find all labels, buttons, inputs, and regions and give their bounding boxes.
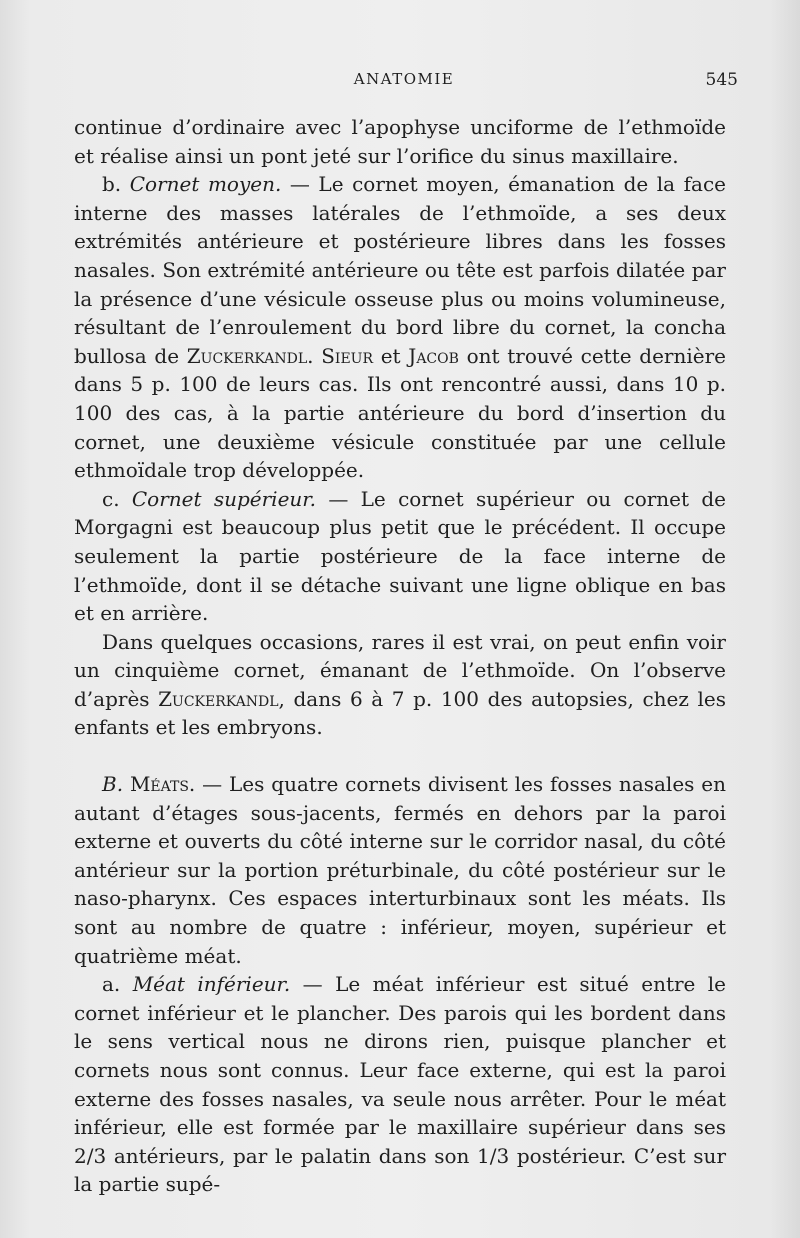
section-heading-meats: Méats — [129, 772, 189, 797]
running-title: ANATOMIE — [353, 70, 455, 88]
body-text — [74, 113, 726, 1199]
author-name: Zuckerkandl — [158, 686, 279, 711]
item-label: b. — [102, 172, 122, 197]
paragraph-text: — Le cornet supérieur ou cornet de Morgagni est beaucoup plus petit que le précédent. Il occupe seulement la partie postérieure de la face interne de l’ethmoïde, dont il se détache suivant une ligne oblique en bas et en arrière. — [74, 486, 727, 626]
paragraph-meats — [74, 770, 726, 970]
section-title-meat-inferieur: Méat inférieur. — [132, 972, 291, 997]
item-label: a. — [102, 972, 121, 997]
author-name: Jacob — [408, 343, 459, 368]
section-label: B. — [102, 772, 124, 797]
paragraph-text: Dans quelques occasions, rares il est vrai, on peut enfin voir un cinquième cornet, émanant de l’ethmoïde. On l’observe d’après — [74, 629, 726, 711]
item-label: c. — [102, 486, 120, 511]
author-name: Sieur — [321, 343, 374, 368]
paragraph-text: et — [373, 343, 409, 368]
paragraph-text: . — Les quatre cornets divisent les fosses nasales en autant d’étages sous-jacents, fermés en dehors par la paroi externe et ouverts du côté interne sur le corridor nasal, du côté antérieur sur la portion préturbinale, du côté postérieur sur le naso-pharynx. Ces espaces interturbinaux sont les méats. Ils sont au nombre de quatre : inférieur, moyen, supérieur et quatrième méat. — [74, 772, 727, 968]
paragraph-text: , dans 6 à 7 p. 100 des autopsies, chez les enfants et les embryons. — [74, 686, 726, 740]
paragraph-text: — Le méat inférieur est situé entre le cornet inférieur et le plancher. Des parois qui les bordent dans le sens vertical nous ne dirons rien, puisque plancher et cornets nous sont connus. Leur face externe, qui est la paroi externe des fosses nasales, va seule nous arrêter. Pour le méat inférieur, elle est formée par le maxillaire supérieur dans ses 2/3 antérieurs, par le palatin dans son 1/3 postérieur. C’est sur la partie supé- — [74, 972, 727, 1197]
section-title-cornet-moyen: Cornet moyen. — [129, 172, 282, 197]
paragraph-text: ont trouvé cette dernière dans 5 p. 100 de leurs cas. Ils ont rencontré aussi, dans 10 p. 100 des cas, à la partie antérieure du bord d’insertion du cornet, une deuxième vésicule constituée par une cellule ethmoïdale trop développée. — [74, 343, 726, 483]
page-header — [70, 70, 738, 96]
paragraph-continuation: continue d’ordinaire avec l’apophyse unciforme de l’ethmoïde et réalise ainsi un pont jeté sur l’orifice du sinus maxillaire. — [74, 115, 726, 168]
paragraph-text: . — [307, 343, 322, 368]
page-number: 545 — [705, 70, 738, 90]
section-title-cornet-superieur: Cornet supérieur. — [131, 486, 317, 511]
paragraph-cinquieme-cornet — [74, 628, 726, 742]
paragraph-text: — Le cornet moyen, émanation de la face interne des masses latérales de l’ethmoïde, a ses deux extrémités antérieure et postérieure libres dans les fosses nasales. Son extrémité antérieure ou tête est parfois dilatée par la présence d’une vésicule osseuse plus ou moins volumineuse, résultant de l’enroulement du bord libre du cornet, la concha bullosa de — [74, 172, 726, 368]
paragraph-meat-inferieur — [74, 970, 726, 1199]
paragraph-cornet-moyen — [74, 170, 726, 485]
author-name: Zuckerkandl — [186, 343, 308, 368]
paragraph-cornet-superieur — [74, 485, 726, 628]
